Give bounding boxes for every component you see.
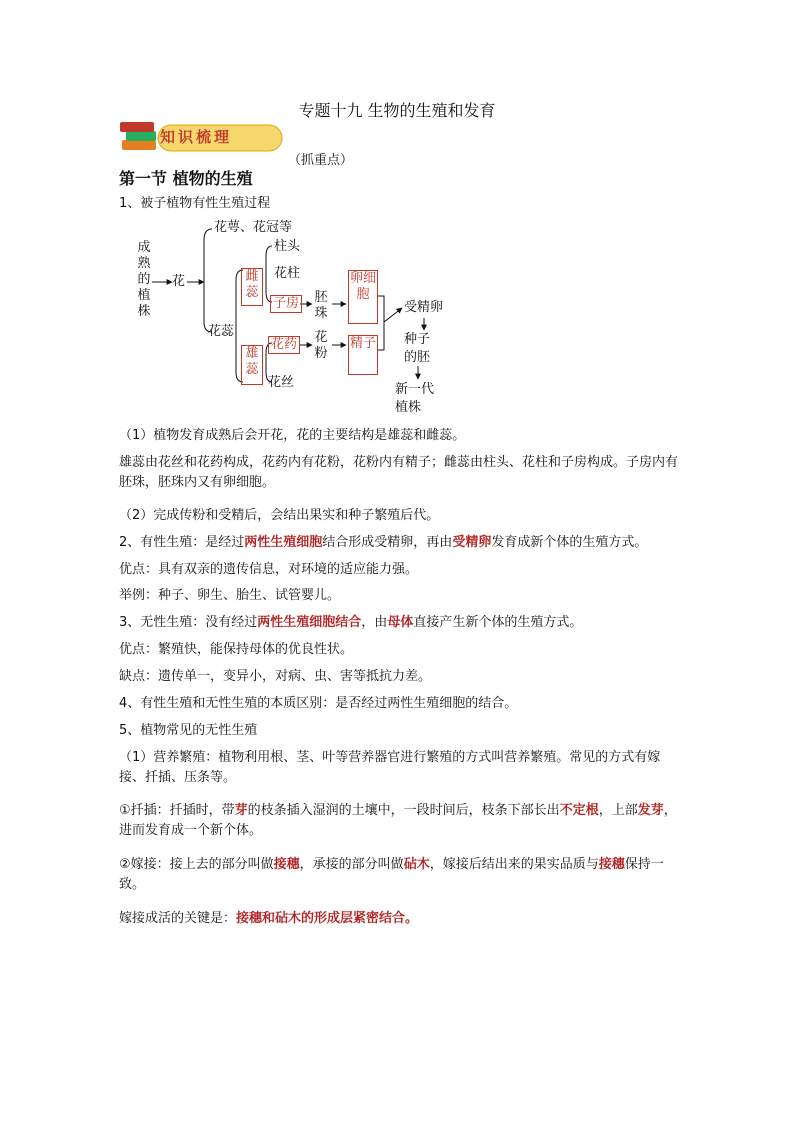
text-segment: 保持一致。	[119, 857, 664, 892]
paragraph	[119, 748, 679, 788]
node-ovary: 子房	[270, 295, 302, 313]
text-segment: 发育成新个体的生殖方式。	[491, 535, 648, 550]
node-sepal-petal: 花萼、花冠等	[214, 220, 293, 235]
node-egg-cell: 卵细胞	[348, 270, 378, 324]
node-embryo: 种子的胚	[404, 332, 431, 365]
node-zygote: 受精卵	[404, 300, 444, 315]
highlight-text: 母体	[387, 615, 414, 630]
node-pollen: 花粉	[314, 330, 328, 361]
paragraph	[119, 667, 679, 687]
node-flower: 花	[172, 274, 186, 289]
text-segment: ，承接的部分叫做	[299, 857, 404, 872]
node-mature-plant: 成熟的植株	[137, 240, 151, 319]
text-segment: 缺点：遗传单一，变异小，对病、虫、害等抵抗力差。	[119, 669, 432, 684]
node-filament: 花丝	[268, 375, 295, 390]
paragraph	[119, 801, 679, 841]
text-segment: 雄蕊由花丝和花药构成，花药内有花粉，花粉内有精子；雌蕊由柱头、花柱和子房构成。子房内有胚珠，胚珠内又有卵细胞。	[119, 455, 679, 490]
text-segment: ，上部	[598, 803, 638, 818]
paragraph	[119, 855, 679, 895]
highlight-text: 芽	[234, 803, 248, 818]
text-segment: 优点：繁殖快，能保持母体的优良性状。	[119, 642, 354, 657]
paragraph	[119, 426, 679, 446]
highlight-text: 接穗	[598, 857, 625, 872]
text-segment: （1）植物发育成熟后会开花，花的主要结构是雄蕊和雌蕊。	[119, 428, 466, 443]
node-ovule: 胚珠	[314, 290, 328, 321]
paragraph	[119, 640, 679, 660]
node-sperm: 精子	[348, 335, 378, 375]
paragraph	[119, 586, 679, 606]
highlight-text: 受精卵	[452, 535, 492, 550]
text-segment: 直接产生新个体的生殖方式。	[413, 615, 583, 630]
highlight-text: 两性生殖细胞结合	[257, 615, 362, 630]
text-segment: 举例：种子、卵生、胎生、试管婴儿。	[119, 588, 341, 603]
highlight-text: 接穗	[273, 857, 300, 872]
text-segment: 4、有性生殖和无性生殖的本质区别：是否经过两性生殖细胞的结合。	[119, 696, 518, 711]
diagram-subtitle: 1、被子植物有性生殖过程	[119, 196, 271, 211]
section-title: 第一节 植物的生殖	[119, 169, 253, 188]
text-segment: ，进而发育成一个新个体。	[119, 803, 677, 838]
paragraph	[119, 506, 679, 526]
node-style: 花柱	[274, 266, 301, 281]
paragraph	[119, 909, 679, 929]
text-segment: 结合形成受精卵，再由	[322, 535, 453, 550]
text-segment: 3、无性生殖：没有经过	[119, 615, 258, 630]
highlight-text: 发芽	[637, 803, 664, 818]
text-segment: 2、有性生殖：是经过	[119, 535, 245, 550]
text-segment: ①扦插：扦插时，带	[119, 803, 235, 818]
node-core: 花蕊	[208, 324, 235, 339]
banner-note: （抓重点）	[288, 153, 354, 168]
text-segment: 嫁接成活的关键是：	[119, 911, 237, 926]
text-segment: 的枝条插入湿润的土壤中，一段时间后，枝条下部长出	[247, 803, 560, 818]
text-segment: （1）营养繁殖：植物利用根、茎、叶等营养器官进行繁殖的方式叫营养繁殖。常见的方式有嫁接、扦插、压条等。	[119, 750, 661, 785]
highlight-text: 接穗和砧木的形成层紧密结合。	[236, 911, 419, 926]
text-segment: （2）完成传粉和受精后，会结出果实和种子繁殖后代。	[119, 508, 440, 523]
node-stamen: 雄蕊	[241, 345, 263, 385]
node-new-plant: 新一代植株	[395, 382, 435, 415]
node-stigma: 柱头	[274, 239, 301, 254]
text-segment: ，嫁接后结出来的果实品质与	[429, 857, 599, 872]
text-segment: 优点：具有双亲的遗传信息，对环境的适应能力强。	[119, 562, 419, 577]
node-anther: 花药	[268, 336, 300, 354]
paragraph	[119, 533, 679, 553]
banner-text: 知识梳理	[160, 128, 233, 146]
text-segment: ②嫁接：接上去的部分叫做	[119, 857, 274, 872]
text-segment: 5、植物常见的无性生殖	[119, 723, 258, 738]
highlight-text: 两性生殖细胞	[244, 535, 323, 550]
paragraph	[119, 453, 679, 493]
node-pistil: 雌蕊	[241, 268, 263, 306]
highlight-text: 不定根	[559, 803, 599, 818]
paragraph	[119, 694, 679, 714]
paragraph	[119, 721, 679, 741]
highlight-text: 砧木	[403, 857, 430, 872]
text-segment: ，由	[361, 615, 388, 630]
paragraph	[119, 613, 679, 633]
paragraph	[119, 560, 679, 580]
page-title: 专题十九 生物的生殖和发育	[298, 101, 496, 120]
